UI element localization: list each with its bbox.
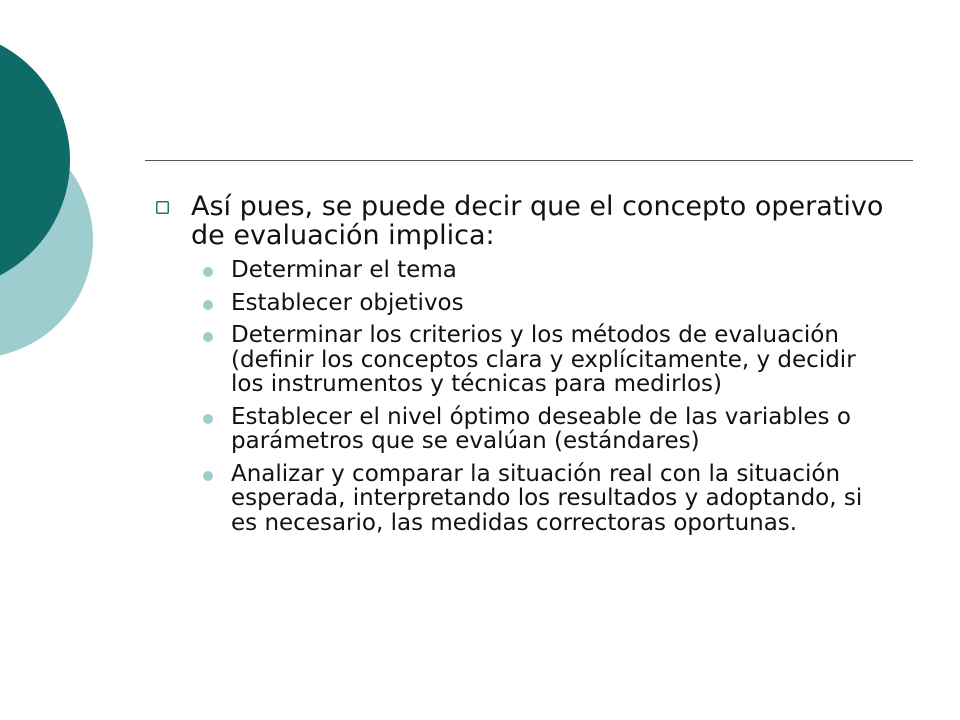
hollow-square-bullet-icon: [156, 201, 169, 214]
round-bullet-icon: [203, 300, 213, 310]
round-bullet-icon: [203, 414, 213, 424]
round-bullet-icon: [203, 267, 213, 277]
list-item: [203, 323, 895, 397]
list-item: [203, 405, 895, 454]
main-point: [155, 192, 895, 250]
list-item-text: Analizar y comparar la situación real con la situación esperada, interpretando los resultados y adoptando, si es necesario, las medidas correctoras oportunas.: [231, 460, 863, 536]
round-bullet-icon: [203, 471, 213, 481]
list-item: [203, 258, 895, 283]
list-item: [203, 462, 895, 536]
main-point-text: Así pues, se puede decir que el concepto operativo de evaluación implica:: [191, 191, 884, 251]
list-item: [203, 291, 895, 316]
slide-body: [155, 192, 895, 543]
round-bullet-icon: [203, 332, 213, 342]
list-item-text: Establecer objetivos: [231, 289, 464, 316]
list-item-text: Determinar el tema: [231, 257, 457, 283]
decorative-circles: [0, 0, 120, 400]
title-divider: [145, 160, 913, 161]
list-item-text: Determinar los criterios y los métodos de evaluación (definir los conceptos clara y explícitamente, y decidir los instrumentos y técnicas para medirlos): [231, 322, 856, 397]
sub-point-list: [155, 258, 895, 535]
list-item-text: Establecer el nivel óptimo deseable de las variables o parámetros que se evalúan (estándares): [231, 403, 851, 454]
